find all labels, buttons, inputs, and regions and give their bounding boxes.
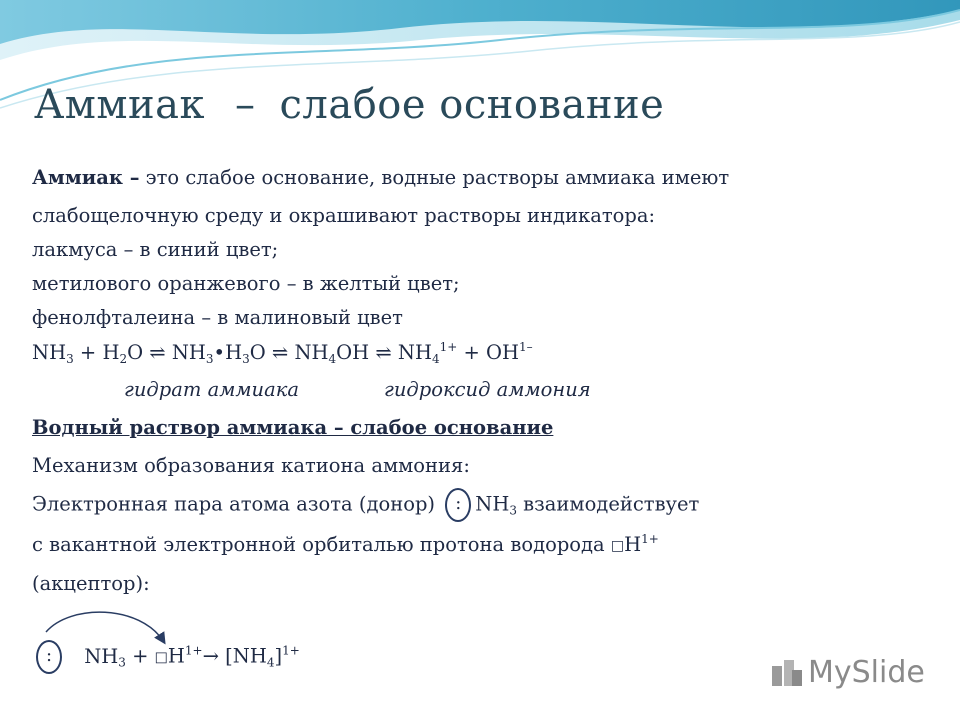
label-hydroxide: гидроксид аммония bbox=[384, 378, 591, 401]
intro-rest: это слабое основание, водные растворы аммиака имеют bbox=[139, 166, 730, 189]
slide-title bbox=[34, 82, 664, 128]
final-lone-pair: : bbox=[36, 640, 62, 674]
lone-pair-circle: : bbox=[445, 488, 471, 522]
mech-text: взаимодействует bbox=[516, 492, 700, 516]
mech-text: Электронная пара атома азота (донор) bbox=[32, 492, 436, 516]
eq-part: O ⇌ NH bbox=[127, 341, 206, 364]
final-sup: 1+ bbox=[184, 643, 203, 658]
title-weak-base: слабое основание bbox=[279, 82, 665, 128]
eq-part: H bbox=[225, 341, 243, 364]
equilibrium-equation bbox=[32, 340, 533, 366]
eq-sub: 4 bbox=[328, 352, 337, 366]
final-sup: 1+ bbox=[282, 643, 300, 658]
mech-text: NH bbox=[475, 492, 510, 516]
intro-line bbox=[32, 166, 729, 189]
final-reaction bbox=[32, 640, 300, 674]
mechanism-line-4: (акцептор): bbox=[32, 572, 150, 595]
mechanism-line-2 bbox=[32, 488, 699, 522]
eq-sub: 3 bbox=[205, 352, 214, 366]
title-word-ammonia: Аммиак bbox=[34, 82, 206, 128]
body-line-phenolphthalein: фенолфталеина – в малиновый цвет bbox=[32, 306, 403, 329]
mechanism-line-3 bbox=[32, 532, 659, 556]
eq-part: O ⇌ NH bbox=[249, 341, 329, 364]
eq-sub: 3 bbox=[242, 352, 250, 366]
mech-text: с вакантной электронной орбиталью протона водорода bbox=[32, 533, 611, 556]
title-dash: – bbox=[235, 82, 256, 128]
myslide-watermark bbox=[770, 655, 925, 690]
eq-part: NH bbox=[32, 341, 67, 364]
final-part: NH bbox=[84, 644, 119, 668]
subheading: Водный раствор аммиака – слабое основание bbox=[32, 416, 554, 439]
eq-part: + H bbox=[73, 341, 120, 364]
eq-dot: • bbox=[213, 341, 226, 364]
final-part: ] bbox=[274, 644, 283, 668]
eq-sub: 3 bbox=[66, 352, 74, 366]
final-box: □ bbox=[154, 649, 168, 666]
mech-sub: 3 bbox=[509, 503, 517, 518]
final-part: → [NH bbox=[202, 644, 267, 668]
eq-part: + OH bbox=[457, 341, 520, 364]
mech-sup: 1+ bbox=[641, 532, 659, 546]
eq-sub: 4 bbox=[431, 352, 440, 366]
body-line-litmus: лакмуса – в синий цвет; bbox=[32, 238, 279, 261]
eq-sup: 1– bbox=[519, 340, 533, 354]
watermark-text: MySlide bbox=[808, 655, 925, 690]
final-part: H bbox=[167, 644, 185, 668]
body-line-2: слабощелочную среду и окрашивают растворы индикатора: bbox=[32, 204, 656, 227]
final-sub: 4 bbox=[266, 655, 275, 670]
final-part: + bbox=[125, 644, 155, 668]
eq-part: OH ⇌ NH bbox=[336, 341, 432, 364]
myslide-logo-icon bbox=[770, 656, 804, 690]
final-sub: 3 bbox=[118, 655, 126, 670]
body-line-methyl-orange: метилового оранжевого – в желтый цвет; bbox=[32, 272, 460, 295]
mechanism-line-1: Механизм образования катиона аммония: bbox=[32, 454, 470, 477]
label-hydrate: гидрат аммиака bbox=[124, 378, 299, 401]
eq-sub: 2 bbox=[119, 352, 128, 366]
eq-sup: 1+ bbox=[439, 340, 458, 354]
empty-orbital-box: □ bbox=[610, 538, 625, 554]
intro-bold: Аммиак – bbox=[32, 166, 140, 189]
mech-text: H bbox=[624, 533, 642, 556]
